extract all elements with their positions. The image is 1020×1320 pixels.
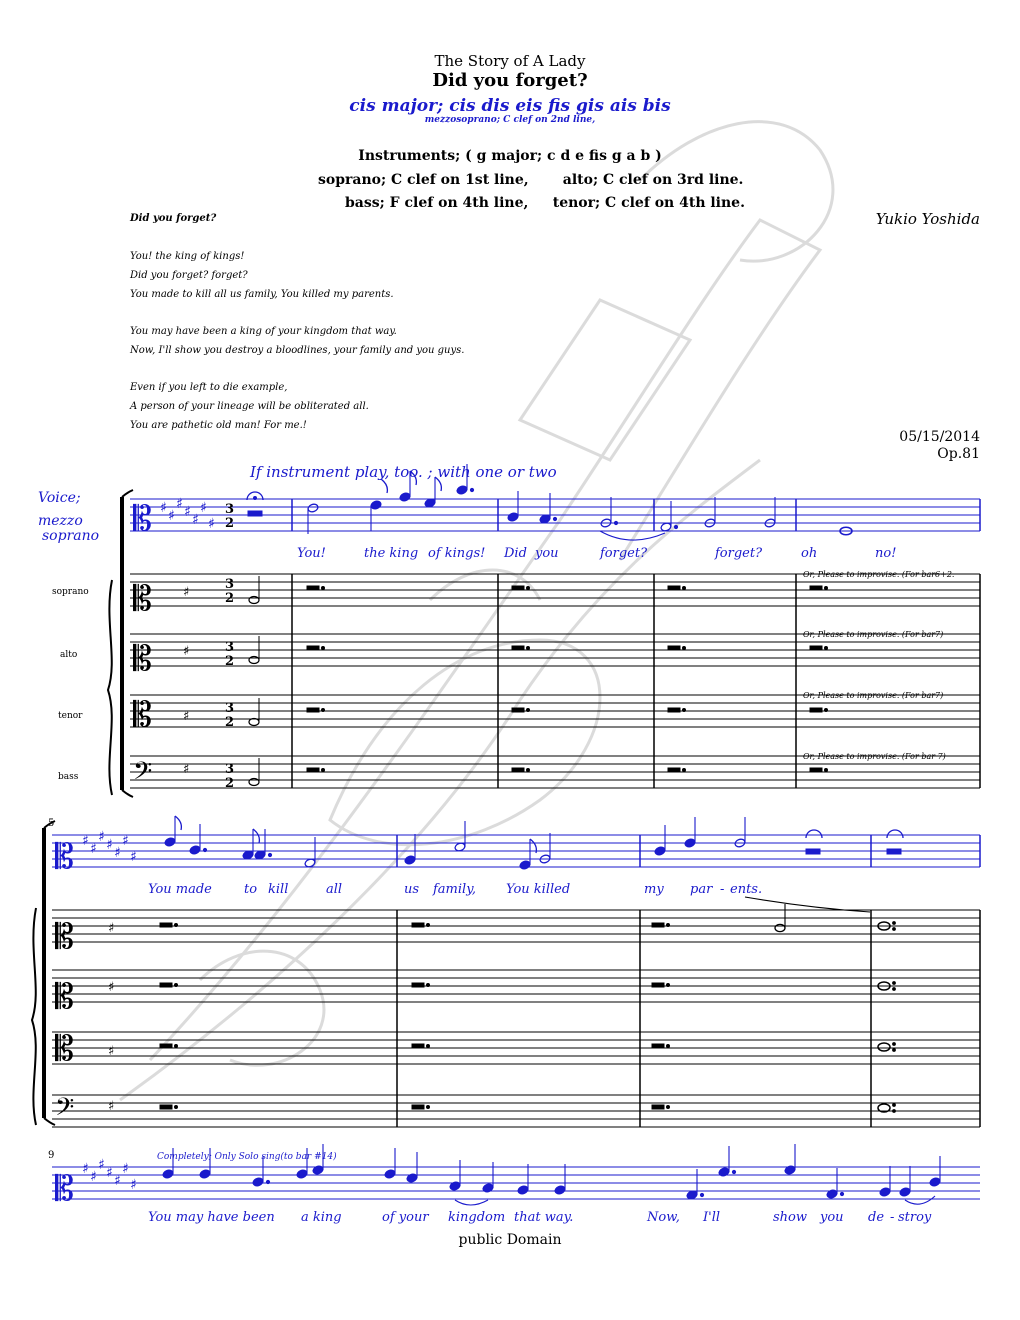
svg-text:♯: ♯ xyxy=(114,1173,121,1189)
svg-text:♯: ♯ xyxy=(192,512,199,528)
svg-text:♯: ♯ xyxy=(168,508,175,524)
svg-text:2: 2 xyxy=(225,776,235,791)
lyric: - xyxy=(720,882,725,897)
lyric: no! xyxy=(875,546,897,561)
svg-text:♯: ♯ xyxy=(176,496,183,512)
svg-text:2: 2 xyxy=(225,715,235,730)
lyric: kingdom xyxy=(448,1210,506,1225)
svg-text:♯: ♯ xyxy=(130,1177,137,1193)
key-line: cis major; cis dis eis fis gis ais bis xyxy=(349,96,671,116)
svg-text:𝄡: 𝄡 xyxy=(133,499,152,539)
svg-text:3: 3 xyxy=(225,502,235,517)
lyric: You may have been xyxy=(148,1210,275,1225)
lyric: to xyxy=(244,882,258,897)
staff-label-tenor: tenor xyxy=(58,711,83,721)
svg-text:3: 3 xyxy=(225,701,235,716)
svg-text:𝄡: 𝄡 xyxy=(133,639,152,679)
opus: Op.81 xyxy=(937,446,980,462)
lyric: you xyxy=(535,546,559,561)
svg-text:𝄡: 𝄡 xyxy=(55,1029,74,1069)
poem-line: You! the king of kings! xyxy=(130,251,245,262)
svg-text:♯: ♯ xyxy=(183,585,190,600)
footer-license: public Domain xyxy=(458,1232,562,1248)
svg-text:♯: ♯ xyxy=(183,644,190,659)
date: 05/15/2014 xyxy=(899,429,980,445)
svg-text:𝄡: 𝄡 xyxy=(133,579,152,619)
svg-text:♯: ♯ xyxy=(98,1157,105,1173)
lyric: de xyxy=(868,1210,885,1225)
staff-label-soprano: soprano xyxy=(52,587,89,597)
svg-text:♯: ♯ xyxy=(82,833,89,849)
svg-text:♯: ♯ xyxy=(122,1161,129,1177)
bar-number: 5 xyxy=(48,818,55,829)
svg-text:2: 2 xyxy=(225,591,235,606)
lyric: par xyxy=(690,882,713,897)
lyric: You made xyxy=(148,882,212,897)
lyric: of your xyxy=(382,1210,429,1225)
bar-number: 9 xyxy=(48,1150,55,1161)
svg-text:♯: ♯ xyxy=(183,709,190,724)
lyric: oh xyxy=(801,546,818,561)
svg-text:3: 3 xyxy=(225,640,235,655)
svg-text:♯: ♯ xyxy=(184,504,191,520)
svg-text:2: 2 xyxy=(225,654,235,669)
lyric: family, xyxy=(433,882,476,897)
lyric: - xyxy=(890,1210,895,1225)
svg-text:♯: ♯ xyxy=(122,833,129,849)
improvise-note: Or, Please to improvise. (For bar7) xyxy=(803,630,944,639)
subtitle: The Story of A Lady xyxy=(434,52,586,70)
svg-text:♯: ♯ xyxy=(90,841,97,857)
lyric: forget? xyxy=(715,546,763,561)
svg-text:♯: ♯ xyxy=(90,1169,97,1185)
improvise-note: Or, Please to improvise. (For bar7) xyxy=(803,691,944,700)
lyric: ents. xyxy=(730,882,763,897)
clef-line-1: soprano; C clef on 1st line, alto; C clef on 3rd line. xyxy=(318,172,744,188)
svg-text:♯: ♯ xyxy=(114,845,121,861)
lyric: us xyxy=(404,882,420,897)
lyric: you xyxy=(820,1210,844,1225)
svg-text:♯: ♯ xyxy=(108,921,115,936)
svg-text:♯: ♯ xyxy=(183,762,190,777)
poem-line: A person of your lineage will be obliterated all. xyxy=(130,401,369,412)
poem-line: Even if you left to die example, xyxy=(130,382,288,393)
svg-text:♯: ♯ xyxy=(106,1165,113,1181)
svg-text:♯: ♯ xyxy=(208,516,215,532)
staff-label-alto: alto xyxy=(60,650,78,660)
svg-text:𝄢: 𝄢 xyxy=(55,1093,75,1128)
svg-text:♯: ♯ xyxy=(130,849,137,865)
svg-text:♯: ♯ xyxy=(98,829,105,845)
lyric: I'll xyxy=(703,1210,721,1225)
svg-text:♯: ♯ xyxy=(108,1099,115,1114)
svg-text:3: 3 xyxy=(225,762,235,777)
improvise-note: Or, Please to improvise. (For bar 7) xyxy=(803,752,946,761)
improvise-note: Or, Please to improvise. (For bar6+2. xyxy=(803,570,955,579)
poem-line: You may have been a king of your kingdom that way. xyxy=(130,326,397,337)
svg-text:♯: ♯ xyxy=(82,1161,89,1177)
lyric: my xyxy=(644,882,664,897)
svg-text:♯: ♯ xyxy=(106,837,113,853)
lyric: that way. xyxy=(514,1210,574,1225)
lyric: Did xyxy=(504,546,527,561)
svg-text:♯: ♯ xyxy=(108,980,115,995)
lyric: stroy xyxy=(898,1210,932,1225)
svg-text:𝄢: 𝄢 xyxy=(133,757,153,792)
voice-label: Voice; xyxy=(38,490,81,506)
svg-text:♯: ♯ xyxy=(108,1044,115,1059)
lyric: a king xyxy=(301,1210,342,1225)
svg-text:3: 3 xyxy=(225,577,235,592)
svg-text:♯: ♯ xyxy=(200,500,207,516)
lyric: kill xyxy=(268,882,289,897)
staff-label-bass: bass xyxy=(58,772,79,782)
svg-text:𝄡: 𝄡 xyxy=(55,917,74,957)
poem-line: You made to kill all us family, You killed my parents. xyxy=(130,289,394,300)
lyric: forget? xyxy=(600,546,648,561)
poem-line: Now, I'll show you destroy a bloodlines, your family and you guys. xyxy=(130,345,465,356)
lyric: You killed xyxy=(506,882,571,897)
svg-text:2: 2 xyxy=(225,516,235,531)
lyric: show xyxy=(773,1210,807,1225)
poem-line: Did you forget? forget? xyxy=(130,270,248,281)
svg-text:𝄡: 𝄡 xyxy=(55,977,74,1017)
lyric: Now, xyxy=(647,1210,680,1225)
page-title: Did you forget? xyxy=(432,70,588,91)
voice-label: soprano xyxy=(42,528,100,544)
clef-line-2: bass; F clef on 4th line, tenor; C clef on 4th line. xyxy=(345,195,745,211)
instruments-line: Instruments; ( g major; c d e fis g a b ) xyxy=(358,148,662,164)
composer: Yukio Yoshida xyxy=(875,210,980,228)
lyric: the king xyxy=(364,546,419,561)
svg-text:♯: ♯ xyxy=(160,500,167,516)
performance-instruction: If instrument play, too. ; with one or two xyxy=(250,463,557,481)
svg-text:𝄡: 𝄡 xyxy=(133,695,152,735)
poem-title: Did you forget? xyxy=(130,213,217,224)
svg-text:𝄡: 𝄡 xyxy=(55,837,74,877)
svg-text:𝄡: 𝄡 xyxy=(55,1169,74,1209)
lyric: of kings! xyxy=(428,546,486,561)
solo-instruction: Completely; Only Solo sing(to bar #14) xyxy=(157,1152,337,1162)
lyric: all xyxy=(326,882,343,897)
voice-clef-note: mezzosoprano; C clef on 2nd line, xyxy=(424,115,596,125)
lyric: You! xyxy=(297,546,326,561)
poem-line: You are pathetic old man! For me.! xyxy=(130,420,307,431)
voice-label: mezzo xyxy=(38,513,83,529)
